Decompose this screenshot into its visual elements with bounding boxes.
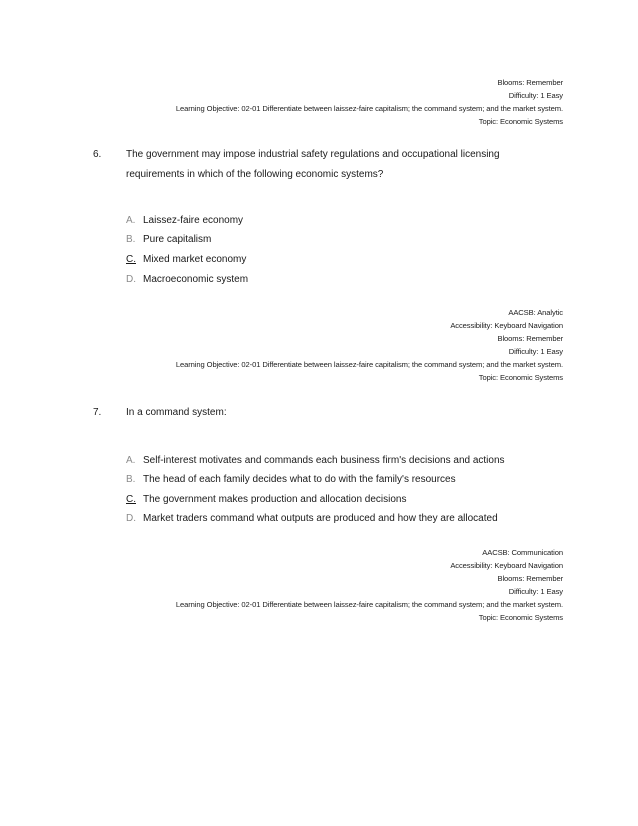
meta-line: Topic: Economic Systems bbox=[478, 117, 563, 126]
answer-option-d bbox=[126, 511, 498, 527]
answer-option-a bbox=[126, 213, 243, 229]
option-letter: B. bbox=[126, 474, 136, 485]
option-text: Macroeconomic system bbox=[143, 274, 249, 285]
meta-line: Difficulty: 1 Easy bbox=[508, 91, 563, 100]
question-6-metadata bbox=[100, 306, 563, 384]
answer-option-b bbox=[126, 472, 456, 488]
option-text: The head of each family decides what to do with the family's resources bbox=[143, 474, 456, 485]
question-7-metadata bbox=[100, 546, 563, 624]
answer-option-c-correct bbox=[126, 492, 407, 508]
meta-line: Learning Objective: 02-01 Differentiate between laissez-faire capitalism; the command system; and the market system. bbox=[175, 360, 563, 369]
option-letter: D. bbox=[126, 513, 136, 524]
option-letter: C. bbox=[126, 254, 136, 265]
meta-line: Learning Objective: 02-01 Differentiate between laissez-faire capitalism; the command system; and the market system. bbox=[175, 104, 563, 113]
question-text: The government may impose industrial safety regulations and occupational licensing requirements in which of the following economic systems? bbox=[126, 149, 500, 180]
header-metadata bbox=[100, 76, 563, 128]
meta-line: AACSB: Communication bbox=[482, 548, 563, 557]
meta-line: Blooms: Remember bbox=[497, 78, 563, 87]
meta-line: Learning Objective: 02-01 Differentiate between laissez-faire capitalism; the command system; and the market system. bbox=[175, 600, 563, 609]
meta-line: Blooms: Remember bbox=[497, 574, 563, 583]
answer-option-b bbox=[126, 232, 211, 248]
meta-line: Difficulty: 1 Easy bbox=[508, 587, 563, 596]
option-letter: A. bbox=[126, 455, 136, 466]
option-letter: D. bbox=[126, 274, 136, 285]
meta-line: Topic: Economic Systems bbox=[478, 373, 563, 382]
meta-line: Blooms: Remember bbox=[497, 334, 563, 343]
question-text: In a command system: bbox=[126, 407, 227, 418]
option-text: Market traders command what outputs are produced and how they are allocated bbox=[143, 513, 498, 524]
option-text: Mixed market economy bbox=[143, 254, 247, 265]
meta-line: Accessibility: Keyboard Navigation bbox=[450, 321, 563, 330]
meta-line: Accessibility: Keyboard Navigation bbox=[450, 561, 563, 570]
option-text: Pure capitalism bbox=[143, 234, 212, 245]
meta-line: Difficulty: 1 Easy bbox=[508, 347, 563, 356]
answer-option-a bbox=[126, 453, 505, 469]
option-letter: A. bbox=[126, 215, 136, 226]
option-letter: C. bbox=[126, 494, 136, 505]
answer-option-d bbox=[126, 272, 248, 288]
option-text: Self-interest motivates and commands each business firm's decisions and actions bbox=[143, 455, 505, 466]
question-number: 7. bbox=[93, 407, 102, 418]
option-text: Laissez-faire economy bbox=[143, 215, 244, 226]
question-number: 6. bbox=[93, 149, 102, 160]
meta-line: Topic: Economic Systems bbox=[478, 613, 563, 622]
option-text: The government makes production and allocation decisions bbox=[143, 494, 407, 505]
answer-option-c-correct bbox=[126, 252, 246, 268]
option-letter: B. bbox=[126, 234, 136, 245]
meta-line: AACSB: Analytic bbox=[508, 308, 563, 317]
